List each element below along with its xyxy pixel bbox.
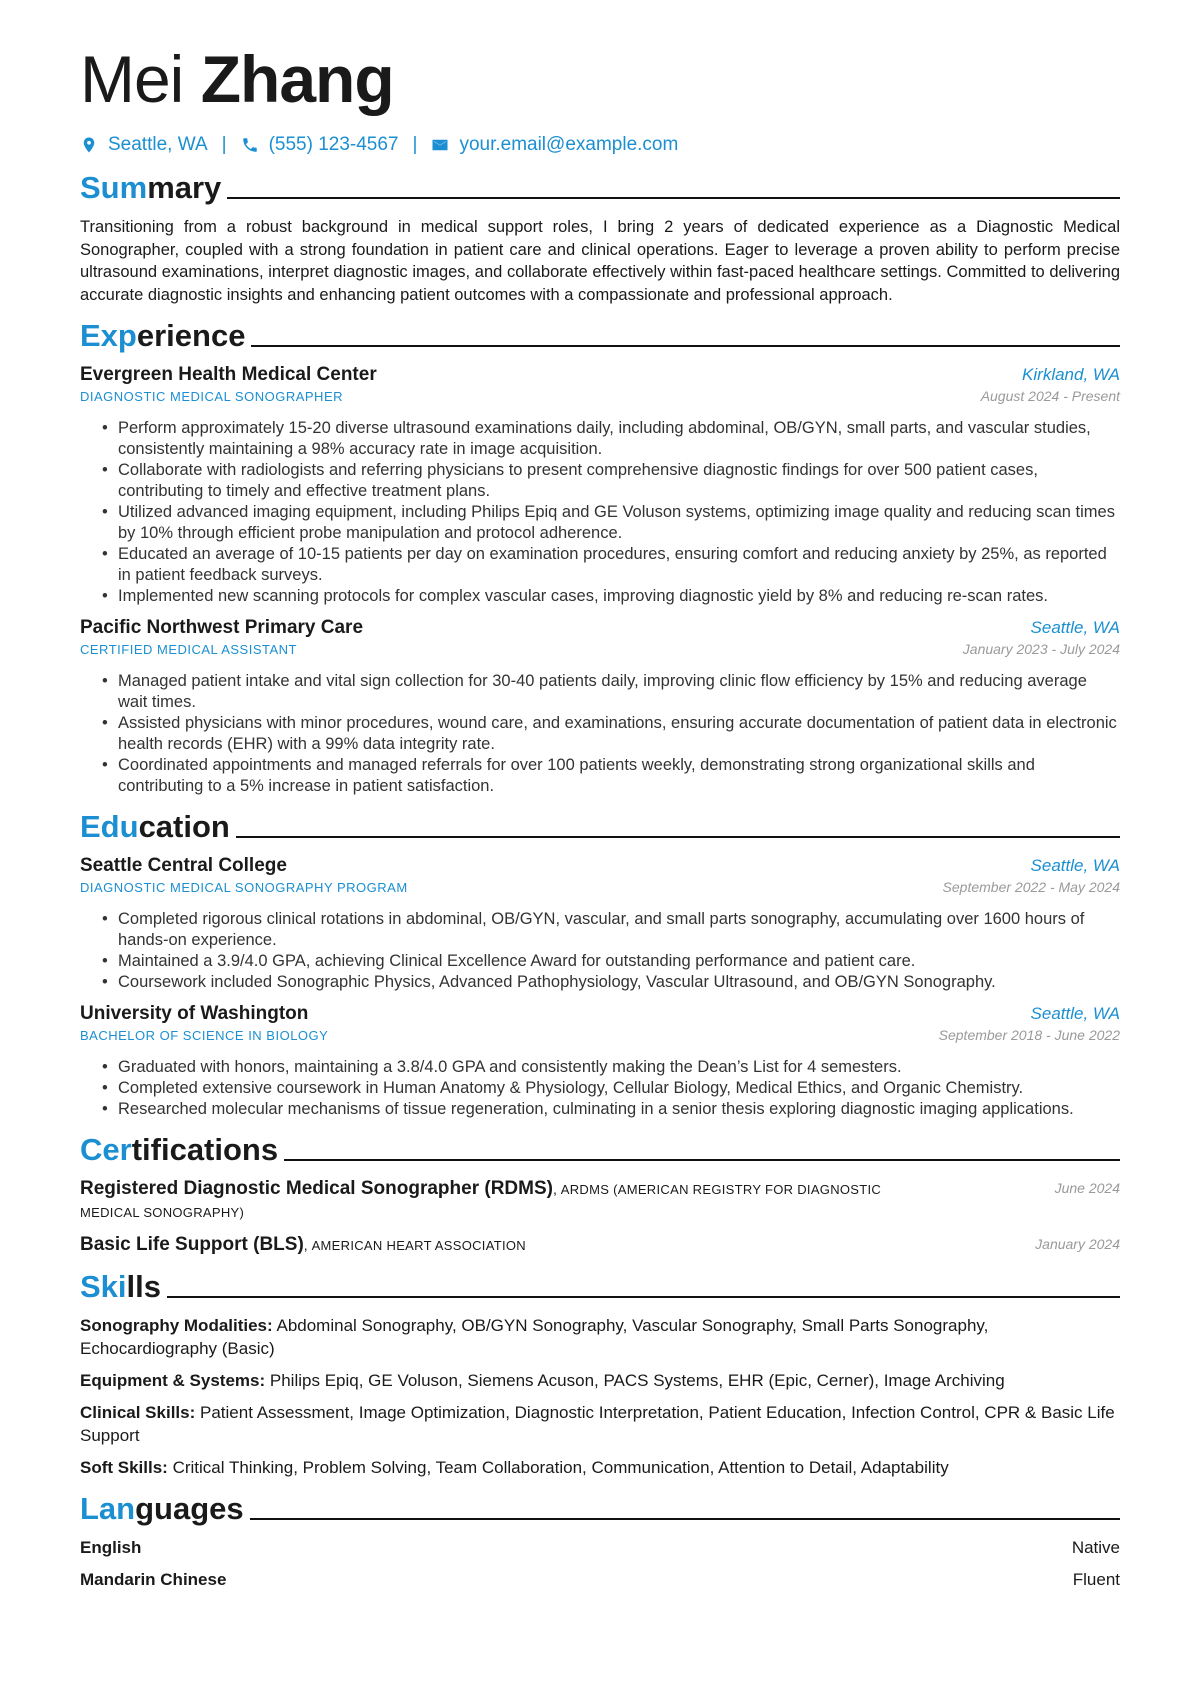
last-name: Zhang [200, 42, 394, 116]
skill-label: Clinical Skills: [80, 1403, 196, 1422]
bullet-item: • Perform approximately 15-20 diverse ultrasound examinations daily, including abdominal, OB/GYN, small parts, and vascular studies, consistently maintaining a 98% accuracy rate in image acquisition. [102, 418, 1120, 460]
education-dates: September 2022 - May 2024 [942, 879, 1120, 895]
certification-comma: , [303, 1237, 312, 1253]
experience-bullets [102, 671, 1120, 797]
section-title-rest: tifications [131, 1132, 279, 1167]
section-education-title [80, 805, 1120, 845]
education-location: Seattle, WA [1030, 1004, 1120, 1023]
bullet-item: • Managed patient intake and vital sign collection for 30-40 patients daily, improving clinic flow efficiency by 15% and reducing average wait times. [102, 671, 1120, 713]
experience-bullets [102, 418, 1120, 607]
section-certifications-title [80, 1128, 1120, 1168]
experience-location: Seattle, WA [1030, 618, 1120, 637]
contact-phone[interactable] [241, 134, 399, 156]
language-row [80, 1537, 1120, 1559]
section-title-rest: guages [135, 1491, 244, 1526]
education-entry [80, 1003, 1120, 1120]
experience-entry [80, 364, 1120, 607]
contact-email[interactable] [431, 134, 678, 156]
entry-subheader [80, 1027, 1120, 1043]
education-organization: University of Washington [80, 1003, 309, 1024]
certification-date: January 2024 [1035, 1236, 1120, 1252]
entry-header [80, 1003, 1120, 1025]
skill-row [80, 1314, 1120, 1360]
phone-text: (555) 123-4567 [268, 134, 399, 155]
languages-list [80, 1537, 1120, 1591]
language-name: English [80, 1538, 142, 1557]
bullet-item: • Utilized advanced imaging equipment, including Philips Epiq and GE Voluson systems, optimizing image quality and reducing scan times by 10% through efficient probe manipulation and protocol adherence. [102, 502, 1120, 544]
bullet-item: • Maintained a 3.9/4.0 GPA, achieving Clinical Excellence Award for outstanding performance and patient care. [102, 951, 1120, 972]
skill-value: Abdominal Sonography, OB/GYN Sonography, Vascular Sonography, Small Parts Sonography, Echocardiography (Basic) [80, 1316, 989, 1358]
bullet-item: • Coordinated appointments and managed referrals for over 100 patients weekly, demonstrating strong organizational skills and contributing to a 5% increase in patient satisfaction. [102, 755, 1120, 797]
summary-text: Transitioning from a robust background in medical support roles, I bring 2 years of dedicated experience as a Diagnostic Medical Sonographer, coupled with a strong foundation in patient care and clinical operations. Eager to leverage a proven ability to perform precise ultrasound examinations, interpret diagnostic images, and collaborate effectively within fast-paced healthcare settings. Committed to delivering accurate diagnostic insights and enhancing patient outcomes with a compassionate and professional approach. [80, 218, 1120, 304]
skill-label: Equipment & Systems: [80, 1371, 266, 1390]
experience-organization: Pacific Northwest Primary Care [80, 617, 364, 638]
section-rule [284, 1159, 1120, 1161]
contact-separator: | [412, 134, 418, 155]
education-organization: Seattle Central College [80, 855, 287, 876]
skill-value: Patient Assessment, Image Optimization, Diagnostic Interpretation, Patient Education, Infection Control, CPR & Basic Life Support [80, 1403, 1115, 1445]
language-level: Fluent [1072, 1570, 1120, 1589]
section-rule [167, 1296, 1120, 1298]
experience-role: DIAGNOSTIC MEDICAL SONOGRAPHER [80, 389, 343, 404]
resume-page [80, 40, 1120, 1591]
certification-date: June 2024 [1054, 1180, 1120, 1196]
skill-value: Critical Thinking, Problem Solving, Team Collaboration, Communication, Attention to Detail, Adaptability [172, 1458, 949, 1477]
skill-label: Sonography Modalities: [80, 1316, 273, 1335]
bullet-item: • Collaborate with radiologists and referring physicians to present comprehensive diagnostic findings for over 500 patient cases, contributing to timely and effective treatment plans. [102, 460, 1120, 502]
language-name: Mandarin Chinese [80, 1570, 227, 1589]
section-title-rest: mary [147, 170, 222, 205]
certification-name: Basic Life Support (BLS) [80, 1234, 304, 1255]
contact-line [80, 132, 1120, 158]
bullet-item: • Assisted physicians with minor procedures, wound care, and examinations, ensuring accurate documentation of patient data in electronic health records (EHR) with a 99% data integrity rate. [102, 713, 1120, 755]
experience-dates: August 2024 - Present [980, 388, 1120, 404]
entry-subheader [80, 641, 1120, 657]
skill-row [80, 1369, 1120, 1392]
entry-header [80, 617, 1120, 639]
education-location: Seattle, WA [1030, 856, 1120, 875]
bullet-item: • Completed extensive coursework in Human Anatomy & Physiology, Cellular Biology, Medical Ethics, and Organic Chemistry. [102, 1078, 1120, 1099]
language-level: Native [1071, 1538, 1120, 1557]
certification-item [80, 1234, 1120, 1257]
location-text: Seattle, WA [108, 134, 208, 155]
section-title-accent: Cer [80, 1132, 132, 1167]
experience-location: Kirkland, WA [1022, 365, 1120, 384]
certification-item [80, 1178, 1120, 1224]
certification-name: Registered Diagnostic Medical Sonographer (RDMS) [80, 1178, 553, 1199]
section-title-accent: Sum [80, 170, 148, 205]
section-rule [251, 345, 1120, 347]
candidate-name [80, 40, 1120, 118]
bullet-item: • Coursework included Sonographic Physics, Advanced Pathophysiology, Vascular Ultrasound, and OB/GYN Sonography. [102, 972, 1120, 993]
experience-entry [80, 617, 1120, 797]
education-entry [80, 855, 1120, 993]
section-title-accent: Edu [80, 809, 139, 844]
map-marker-icon [80, 136, 98, 154]
section-summary-title [80, 166, 1120, 206]
bullet-item: • Researched molecular mechanisms of tissue regeneration, culminating in a senior thesis exploring diagnostic imaging applications. [102, 1099, 1120, 1120]
education-list [80, 855, 1120, 1120]
certification-text [80, 1178, 900, 1224]
section-title-rest: erience [136, 318, 246, 353]
phone-icon [241, 136, 259, 154]
education-dates: September 2018 - June 2022 [938, 1027, 1120, 1043]
section-rule [250, 1518, 1120, 1520]
experience-organization: Evergreen Health Medical Center [80, 364, 377, 385]
section-title-accent: Lan [80, 1491, 136, 1526]
section-title-accent: Exp [80, 318, 137, 353]
entry-subheader [80, 879, 1120, 895]
section-title-rest: cation [138, 809, 230, 844]
contact-location [80, 134, 208, 156]
education-bullets [102, 1057, 1120, 1120]
certification-comma: , [552, 1181, 561, 1197]
entry-header [80, 855, 1120, 877]
certifications-list [80, 1178, 1120, 1257]
education-bullets [102, 909, 1120, 993]
email-text: your.email@example.com [459, 134, 679, 155]
section-title-accent: Ski [80, 1269, 127, 1304]
section-experience-title [80, 314, 1120, 354]
skill-label: Soft Skills: [80, 1458, 168, 1477]
experience-dates: January 2023 - July 2024 [962, 641, 1120, 657]
experience-list [80, 364, 1120, 797]
experience-role: CERTIFIED MEDICAL ASSISTANT [80, 642, 297, 657]
first-name: Mei [80, 42, 184, 116]
education-role: DIAGNOSTIC MEDICAL SONOGRAPHY PROGRAM [80, 880, 408, 895]
contact-separator: | [221, 134, 227, 155]
bullet-item: • Implemented new scanning protocols for complex vascular cases, improving diagnostic yield by 8% and reducing re-scan rates. [102, 586, 1120, 607]
section-title-rest: lls [126, 1269, 161, 1304]
bullet-item: • Educated an average of 10-15 patients per day on examination procedures, ensuring comfort and reducing anxiety by 25%, as reported in patient feedback surveys. [102, 544, 1120, 586]
bullet-item: • Completed rigorous clinical rotations in abdominal, OB/GYN, vascular, and small parts sonography, accumulating over 1600 hours of hands-on experience. [102, 909, 1120, 951]
section-skills-title [80, 1265, 1120, 1305]
section-languages-title [80, 1487, 1120, 1527]
envelope-icon [431, 136, 449, 154]
section-rule [227, 197, 1120, 199]
education-role: BACHELOR OF SCIENCE IN BIOLOGY [80, 1028, 329, 1043]
skill-row [80, 1401, 1120, 1447]
certification-issuer: AMERICAN HEART ASSOCIATION [311, 1238, 526, 1253]
skills-list [80, 1314, 1120, 1479]
bullet-item: • Graduated with honors, maintaining a 3.8/4.0 GPA and consistently making the Dean’s List for 4 semesters. [102, 1057, 1120, 1078]
skill-row [80, 1456, 1120, 1479]
section-rule [236, 836, 1120, 838]
entry-subheader [80, 388, 1120, 404]
certification-text [80, 1234, 900, 1257]
certification-issuer: ARDMS (AMERICAN REGISTRY FOR DIAGNOSTIC MEDICAL SONOGRAPHY) [80, 1182, 882, 1220]
entry-header [80, 364, 1120, 386]
language-row [80, 1569, 1120, 1591]
skill-value: Philips Epiq, GE Voluson, Siemens Acuson, PACS Systems, EHR (Epic, Cerner), Image Archiving [269, 1371, 1005, 1390]
